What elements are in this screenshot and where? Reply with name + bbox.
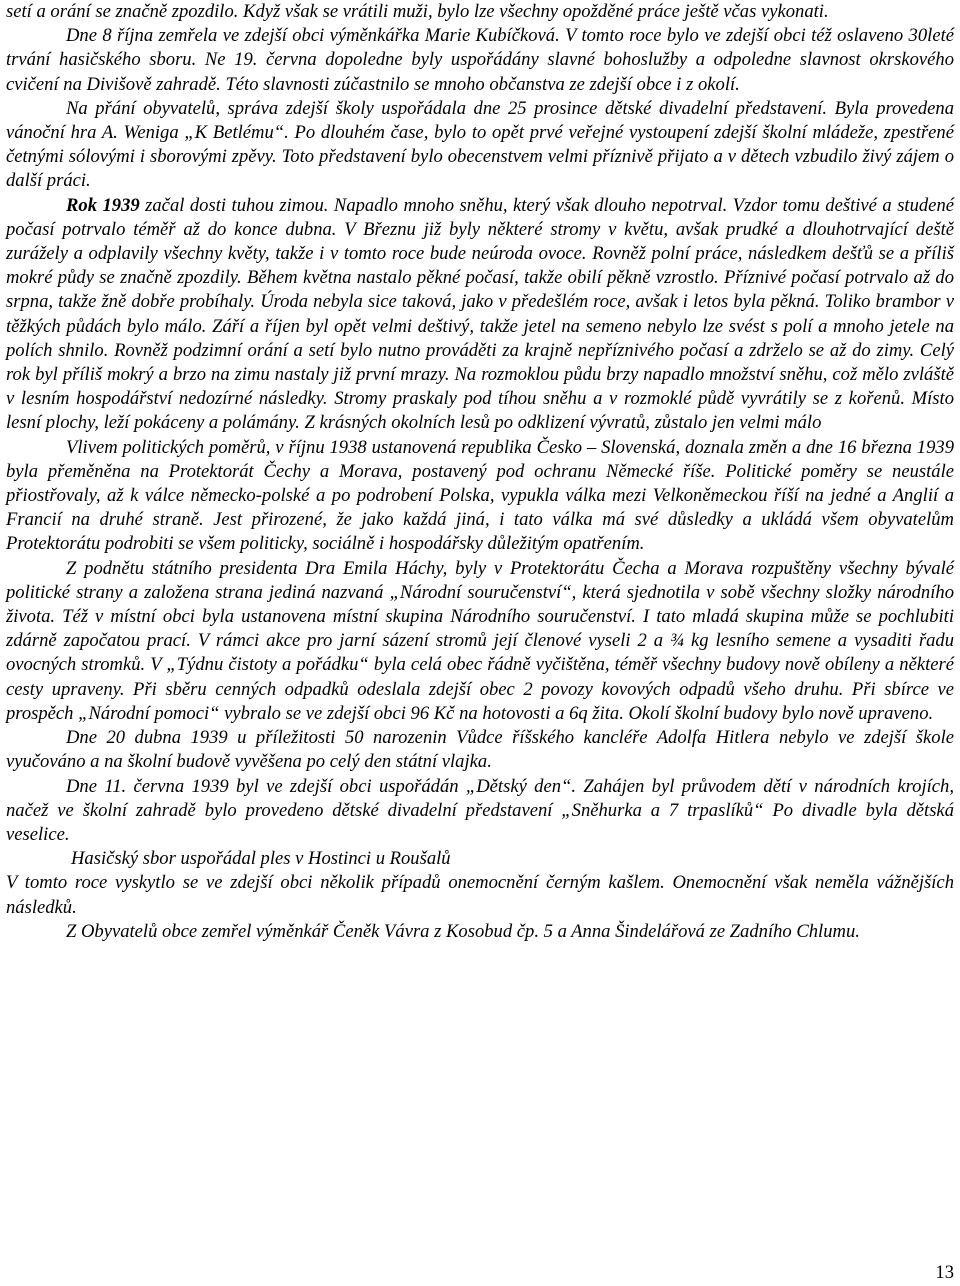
paragraph-text: Hasičský sbor uspořádal ples v Hostinci u Roušalů <box>71 848 451 870</box>
paragraph-text: Dne 20 dubna 1939 u příležitosti 50 narozenin Vůdce říšského kancléře Adolfa Hitlera nebylo ve zdejší škole vyučováno a na školní budově vyvěšena po celý den státní vlajka. <box>6 727 954 773</box>
bold-text: Rok 1939 <box>66 194 140 216</box>
paragraph-text: Z Obyvatelů obce zemřel výměnkář Čeněk Vávra z Kosobud čp. 5 a Anna Šindelářová ze Zadního Chlumu. <box>66 920 860 942</box>
paragraph <box>6 557 954 726</box>
paragraph <box>6 194 954 436</box>
paragraph <box>6 920 954 944</box>
paragraph-text: Dne 8 října zemřela ve zdejší obci výměnkářka Marie Kubíčková. V tomto roce bylo ve zdejší obci též oslaveno 30leté trvání hasičského sboru. Ne 19. června dopoledne byly uspořádány slavné bohoslužby a odpoledne slavnost okrskového cvičení na Divišově zahradě. Této slavnosti zúčastnilo se mnoho občanstva ze zdejší obce i z okolí. <box>6 25 954 95</box>
paragraph <box>6 436 954 557</box>
paragraph <box>6 24 954 97</box>
paragraph <box>6 0 954 24</box>
page-number: 13 <box>935 1262 954 1283</box>
paragraph <box>6 726 954 774</box>
paragraph-text: Vlivem politických poměrů, v říjnu 1938 ustanovená republika Česko – Slovenská, doznala změn a dne 16 března 1939 byla přeměněna na Protektorát Čechy a Morava, postavený pod ochranu Německé říše. Politické poměry se neustále přiostřovaly, až k válce německo-polské a po podrobení Polska, vypukla válka mezi Velkoněmeckou říší na jedné a Anglií a Francií na druhé straně. Jest přirozené, že jako každá jiná, i tato válka má své důsledky a ukládá všem obyvatelům Protektorátu podrobiti se všem politicky, sociálně i hospodářsky důležitým opatřením. <box>6 436 954 555</box>
paragraph <box>6 871 954 919</box>
paragraph-text: Na přání obyvatelů, správa zdejší školy uspořádala dne 25 prosince dětské divadelní představení. Byla provedena vánoční hra A. Weniga „K Betlému“. Po dlouhém čase, bylo to opět prvé veřejné vystoupení zdejší školní mládeže, zpestřené četnými sólovými i sborovými zpěvy. Toto představení bylo obecenstvem velmi příznivě přijato a v dětech vzbudilo živý zájem o další práci. <box>6 97 954 192</box>
paragraph-text: začal dosti tuhou zimou. Napadlo mnoho sněhu, který však dlouho nepotrval. Vzdor tomu deštivé a studené počasí potrvalo téměř až do konce dubna. V Březnu již byly některé stromy v květu, avšak prudké a dlouhotrvající deště zurážely a odplavily všechny květy, takže i v tomto roce bude neúroda ovoce. Rovněž polní práce, následkem dešťů se a příliš mokré půdy se značně zpozdily. Během května nastalo pěkné počasí, takže obilí pěkně vzrostlo. Příznivé počasí potrvalo až do srpna, takže žně dobře probíhaly. Úroda nebyla sice taková, jako v předešlém roce, avšak i letos byla pěkná. Toliko brambor v těžkých půdách bylo málo. Září a říjen byl opět velmi deštivý, takže jetel na semeno nebylo lze svést s polí a mnoho jetele na polích shnilo. Rovněž podzimní orání a setí bylo nutno prováděti za krajně nepříznivého počasí a zdrželo se až do zimy. Celý rok byl příliš mokrý a brzo na zimu nastaly již první mrazy. Na rozmoklou půdu brzy napadlo množství sněhu, což mělo zvláště v lesním hospodářství nedozírné následky. Stromy praskaly pod tíhou sněhu a v rozmoklé půdě vyvrátily se z kořenů. Místo lesní plochy, leží pokáceny a polámány. Z krásných okolních lesů po odklizení vývratů, zůstalo jen velmi málo <box>6 194 954 434</box>
paragraph <box>6 97 954 194</box>
paragraph-text: V tomto roce vyskytlo se ve zdejší obci několik případů onemocnění černým kašlem. Onemocnění však neměla vážnějších následků. <box>6 872 954 918</box>
paragraph-text: Dne 11. června 1939 byl ve zdejší obci uspořádán „Dětský den“. Zahájen byl průvodem dětí v národních krojích, načež ve školní zahradě bylo provedeno dětské divadelní představení „Sněhurka a 7 trpaslíků“ Po divadle byla dětská veselice. <box>6 775 954 845</box>
paragraph <box>6 775 954 848</box>
paragraph-text: Z podnětu státního presidenta Dra Emila Háchy, byly v Protektorátu Čecha a Morava rozpuštěny všechny bývalé politické strany a založena strana jediná nazvaná „Národní souručenství“, která sjednotila v sobě všechny složky národního života. Též v místní obci byla ustanovena místní skupina Národního souručenství. I tato mladá skupina může se pochlubiti zdárně započatou prací. V rámci akce pro jarní sázení stromů její členové vyseli 2 a ¾ kg lesního semene a vysaditi řadu ovocných stromků. V „Týdnu čistoty a pořádku“ byla celá obec řádně vyčištěna, téměř všechny budovy nově obíleny a některé cesty upraveny. Při sběru cenných odpadků odeslala zdejší obec 2 povozy kovových odpadů všeho druhu. Při sbírce ve prospěch „Národní pomoci“ vybralo se ve zdejší obci 96 Kč na hotovosti a 6q žita. Okolí školní budovy bylo nově upraveno. <box>6 557 954 724</box>
document-body <box>6 0 954 944</box>
paragraph <box>6 847 954 871</box>
paragraph-text: setí a orání se značně zpozdilo. Když však se vrátili muži, bylo lze všechny opožděné práce ještě včas vykonati. <box>6 1 829 22</box>
